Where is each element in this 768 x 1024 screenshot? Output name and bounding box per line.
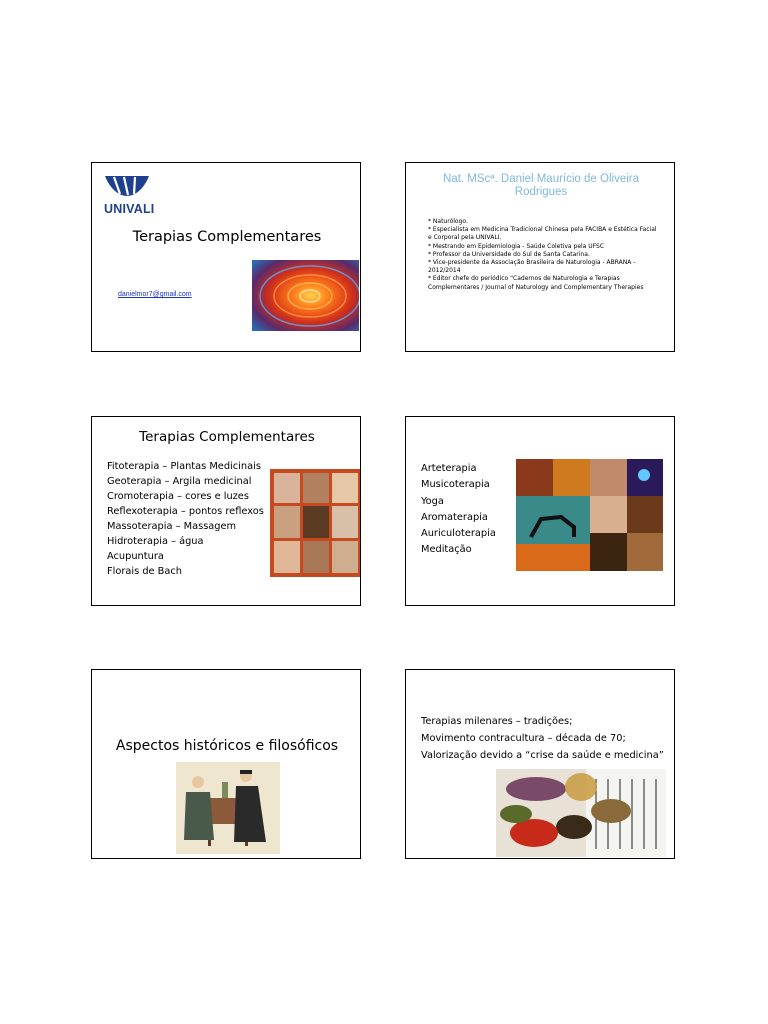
bio-item: * Especialista em Medicina Tradicional Chinesa pela FACIBA e Estética Facial e Corporal pela UNIVALI. (428, 226, 657, 242)
slide-title: Terapias Complementares (139, 429, 315, 445)
list-item: Yoga (421, 495, 444, 507)
list-item: Movimento contracultura – década de 70; (421, 733, 626, 744)
slide-6 (405, 669, 675, 859)
list-item: Fitoterapia – Plantas Medicinais (107, 461, 261, 472)
slide-5 (91, 669, 361, 859)
logo-text: UNIVALI (104, 202, 155, 216)
slide-4 (405, 416, 675, 606)
presenter-title: Nat. MScª. Daniel Maurício de Oliveira Rodrigues (443, 173, 639, 198)
list-item: Geoterapia – Argila medicinal (107, 476, 252, 487)
list-item: Massoterapia – Massagem (107, 521, 237, 532)
list-item: Valorização devido a “crise da saúde e medicina” (421, 750, 664, 761)
list-item: Musicoterapia (421, 479, 490, 491)
therapy-list (107, 459, 264, 579)
bio-item: * Mestrando em Epidemiologia - Saúde Coletiva pela UFSC (428, 242, 605, 250)
list-item: Arteterapia (421, 463, 477, 474)
water-ripple-image (252, 260, 359, 331)
therapy-list (421, 461, 496, 559)
history-list (421, 713, 664, 764)
email-link[interactable]: danielmor7@gmail.com (118, 291, 192, 298)
list-item: Florais de Bach (107, 566, 183, 577)
list-item: Meditação (421, 544, 472, 556)
list-item: Hidroterapia – água (107, 536, 204, 547)
therapy-collage-image (516, 459, 663, 571)
bio-item: * Professor da Universidade do Sul de Santa Catarina. (428, 250, 590, 258)
bio-item: * Naturólogo. (428, 218, 468, 225)
slide-2 (405, 162, 675, 352)
list-item: Terapias milenares – tradições; (421, 716, 573, 727)
slide-title: Terapias Complementares (132, 229, 322, 245)
slide-3 (91, 416, 361, 606)
bio-list (428, 218, 660, 292)
slide-1 (91, 162, 361, 352)
therapy-collage-image (270, 469, 361, 577)
univali-logo (104, 175, 154, 216)
univali-logo-icon (104, 175, 150, 197)
list-item: Reflexoterapia – pontos reflexos (107, 506, 264, 517)
list-item: Aromaterapia (421, 511, 488, 523)
list-item: Auriculoterapia (421, 528, 496, 540)
chinese-doctors-illustration (176, 762, 280, 854)
bio-item: * Editor chefe do periódico “Cadernos de Naturologia e Terapias Complementares / Journal of Naturology and Complementary Therapies (428, 275, 644, 291)
herbal-medicine-image (496, 769, 666, 857)
list-item: Cromoterapia – cores e luzes (107, 491, 249, 502)
bio-item: * Vice-presidente da Associação Brasileira de Naturologia - ABRANA - 2012/2014 (428, 259, 636, 275)
slide-title: Aspectos históricos e filosóficos (115, 738, 339, 754)
list-item: Acupuntura (107, 551, 164, 562)
